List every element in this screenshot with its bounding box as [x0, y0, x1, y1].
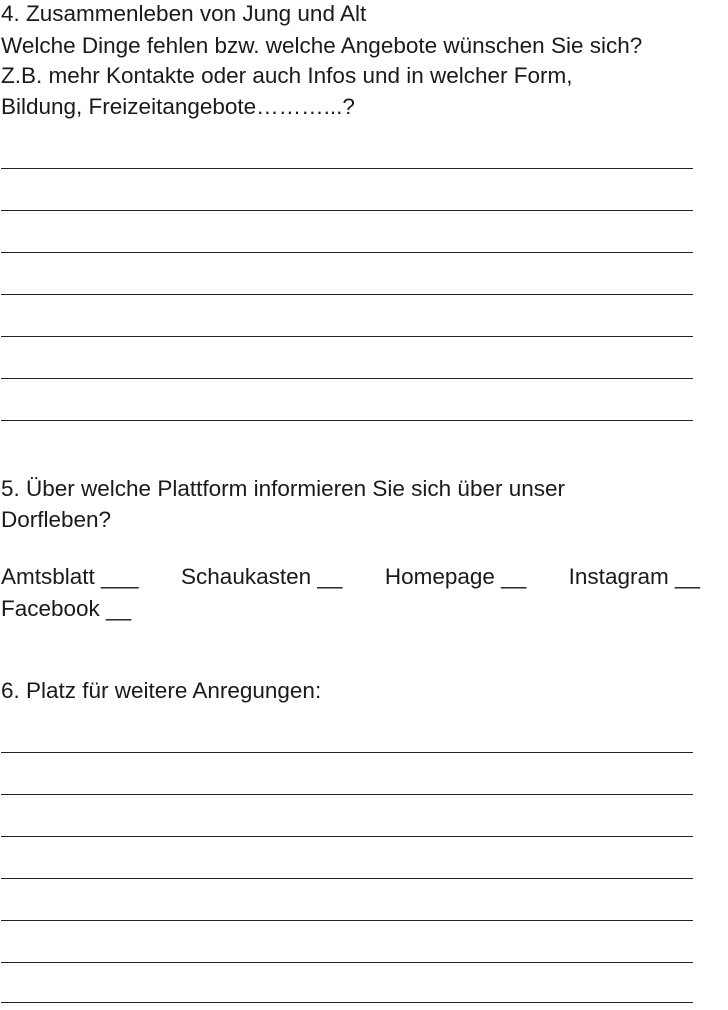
answer-line[interactable] — [1, 252, 693, 253]
answer-line[interactable] — [1, 210, 693, 211]
answer-line[interactable] — [1, 168, 693, 169]
option-homepage[interactable]: Homepage __ — [384, 564, 527, 589]
q6-heading: 6. Platz für weitere Anregungen: — [1, 678, 322, 703]
answer-line[interactable] — [1, 294, 693, 295]
option-facebook[interactable]: Facebook __ — [1, 596, 132, 621]
q5-platform-options — [1, 566, 700, 589]
option-amtsblatt[interactable]: Amtsblatt ___ — [1, 564, 139, 589]
q5-question-line-2: Dorfleben? — [1, 507, 112, 532]
q4-question-line-3: Bildung, Freizeitangebote………...? — [1, 94, 355, 119]
answer-line[interactable] — [1, 378, 693, 379]
q4-question-line-2: Z.B. mehr Kontakte oder auch Infos und in welcher Form, — [1, 63, 573, 88]
answer-line[interactable] — [1, 1002, 693, 1003]
answer-line[interactable] — [1, 920, 693, 921]
answer-line[interactable] — [1, 752, 693, 753]
answer-line[interactable] — [1, 794, 693, 795]
answer-line[interactable] — [1, 336, 693, 337]
option-instagram[interactable]: Instagram __ — [568, 564, 700, 589]
answer-line[interactable] — [1, 836, 693, 837]
answer-line[interactable] — [1, 420, 693, 421]
q4-question-line-1: Welche Dinge fehlen bzw. welche Angebote wünschen Sie sich? — [1, 33, 643, 58]
answer-line[interactable] — [1, 962, 693, 963]
answer-line[interactable] — [1, 878, 693, 879]
q4-heading: 4. Zusammenleben von Jung und Alt — [1, 1, 367, 26]
option-schaukasten[interactable]: Schaukasten __ — [181, 564, 343, 589]
q5-question-line-1: 5. Über welche Plattform informieren Sie sich über unser — [1, 476, 565, 501]
